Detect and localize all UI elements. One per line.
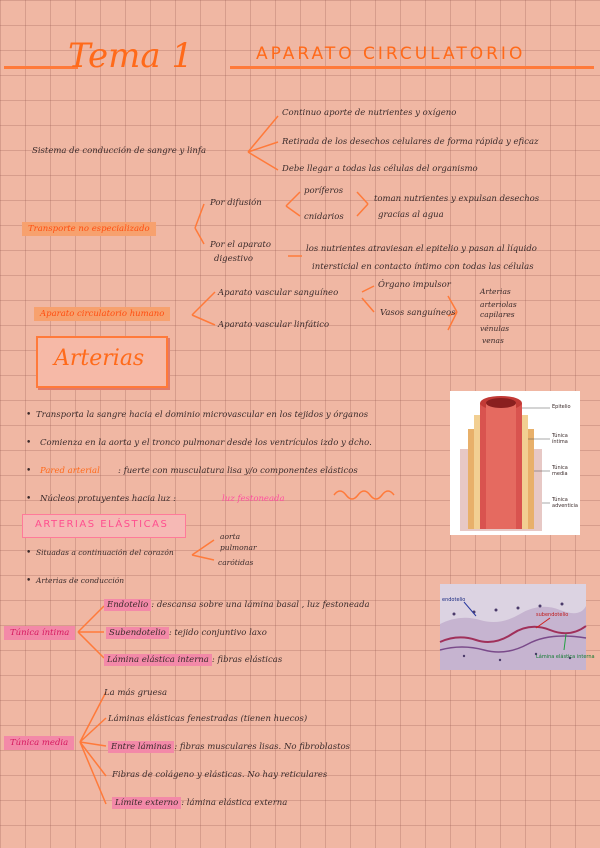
pared-label: Pared arterial (40, 466, 100, 476)
poriferos: poríferos (304, 186, 344, 196)
digestivo-text-2: intersticial en contacto íntimo con todas las células (312, 262, 534, 272)
digestivo-label-2: digestivo (214, 254, 254, 264)
nucleos-text: Núcleos protuyentes hacia luz : (40, 494, 176, 504)
fig1-label-1: Epitelio (552, 404, 571, 410)
vasos-item-5: venas (482, 336, 504, 345)
transporte-label: Transporte no especializado (22, 222, 156, 236)
difusion-label: Por difusión (210, 198, 262, 208)
vasos-item-3: capilares (480, 310, 515, 319)
pared-text: : fuerte con musculatura lisa y/o componentes elásticos (118, 466, 358, 476)
fig2-label-3: Lámina elástica interna (536, 654, 595, 660)
digestivo-label-1: Por el aparato (210, 240, 271, 250)
vascular-linfatico: Aparato vascular linfático (218, 320, 330, 330)
artery-layers-figure (450, 391, 580, 535)
vasos-item-2: arteriolas (480, 300, 517, 309)
bullet-dot: • (26, 548, 32, 558)
cnidarios: cnidarios (304, 212, 344, 222)
vasos-item-1: Arterias (480, 287, 511, 296)
fig2-label-2: subendotelio (536, 612, 569, 618)
intima-item-2: Subendotelio : tejido conjuntivo laxo (106, 628, 267, 638)
organo-impulsor: Órgano impulsor (378, 280, 451, 290)
arterias-bullet-2: Comienza en la aorta y el tronco pulmonar desde los ventrículos izdo y dcho. (40, 438, 372, 448)
bullet-dot: • (26, 466, 32, 476)
media-item-2: Láminas elásticas fenestradas (tienen huecos) (108, 714, 308, 724)
sistema-label: Sistema de conducción de sangre y linfa (32, 146, 207, 156)
fig2-label-1: endotelio (442, 597, 466, 603)
elasticas-list-3: carótidas (218, 558, 254, 567)
elasticas-heading: ARTERIAS ELÁSTICAS (35, 519, 169, 530)
vasos-item-4: vénulas (480, 324, 510, 333)
arterias-bullet-1: Transporta la sangre hacia el dominio microvascular en los tejidos y órganos (36, 410, 369, 420)
media-item-4: Fibras de colágeno y elásticas. No hay reticulares (112, 770, 328, 780)
fig1-label-4: Túnica adventicia (552, 497, 578, 509)
fig1-label-2: Túnica íntima (552, 433, 568, 445)
elasticas-conduccion: Arterias de conducción (36, 576, 125, 585)
intima-item-1: Endotelio : descansa sobre una lámina basal , luz festoneada (104, 600, 370, 610)
bullet-dot: • (26, 494, 32, 504)
difusion-text-2: gracias al agua (378, 210, 444, 220)
bullet-dot: • (26, 576, 32, 586)
page-title: Tema 1 (68, 36, 194, 76)
fig1-label-3: Túnica media (552, 465, 568, 477)
elasticas-list-2: pulmonar (220, 543, 257, 552)
media-item-1: La más gruesa (104, 688, 168, 698)
vascular-sanguineo: Aparato vascular sanguíneo (218, 288, 339, 298)
elasticas-list-1: aorta (220, 532, 241, 541)
arterias-heading-box (36, 336, 168, 388)
intima-label: Túnica íntima (4, 626, 75, 640)
luz-text: luz festoneada (222, 494, 285, 504)
humano-label: Aparato circulatorio humano (34, 307, 170, 321)
sistema-item-2: Retirada de los desechos celulares de forma rápida y eficaz (282, 137, 539, 147)
elasticas-heading-box (22, 514, 186, 538)
page-subtitle: APARATO CIRCULATORIO (256, 44, 526, 64)
digestivo-text-1: los nutrientes atraviesan el epitelio y pasan al líquido (306, 244, 537, 254)
intima-item-3: Lámina elástica interna : fibras elásticas (104, 655, 282, 665)
media-item-5: Límite externo : lámina elástica externa (112, 798, 287, 808)
vasos-sanguineos: Vasos sanguíneos (380, 308, 456, 318)
bullet-dot: • (26, 438, 32, 448)
elasticas-situadas: Situadas a continuación del corazón (36, 548, 174, 557)
histology-figure (440, 584, 595, 670)
media-item-3: Entre láminas : fibras musculares lisas. No fibroblastos (108, 742, 350, 752)
bullet-dot: • (26, 410, 32, 420)
sistema-item-1: Continuo aporte de nutrientes y oxígeno (282, 108, 457, 118)
sistema-item-3: Debe llegar a todas las células del organismo (282, 164, 478, 174)
difusion-text-1: toman nutrientes y expulsan desechos (374, 194, 540, 204)
media-label: Túnica media (4, 736, 74, 750)
artery-layers-illustration (450, 391, 580, 535)
arterias-heading: Arterias (54, 346, 145, 371)
